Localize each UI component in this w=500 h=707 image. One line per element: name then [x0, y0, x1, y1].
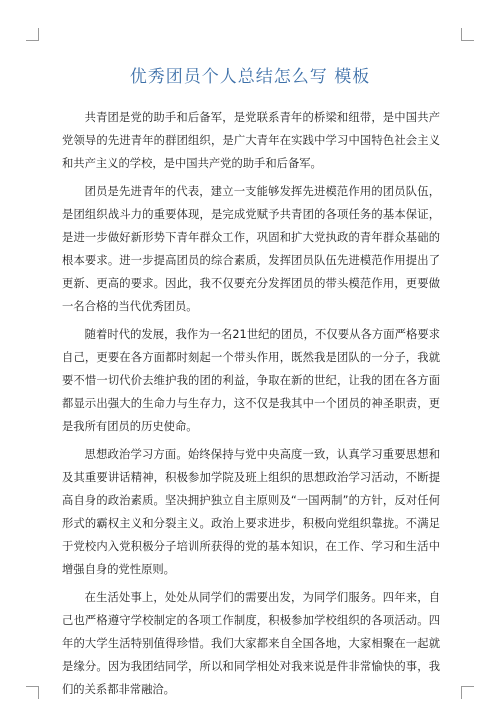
paragraph-4: 思想政治学习方面。始终保持与党中央高度一致，认真学习重要思想和及其重要讲话精神，积极参加学院及班上组织的思想政治学习活动，不断提高自身的政治素质。坚决拥护独立自主原则及“一国两制”的方针，反对任何形式的霸权主义和分裂主义。政治上要求进步，积极向党组织靠拢。不满足于党校内入党积极分子培训所获得的党的基本知识，在工作、学习和生活中增强自身的党性原则。 [62, 448, 440, 576]
paragraph-3: 随着时代的发展，我作为一名21世纪的团员，不仅要从各方面严格要求自己，更要在各方面都时刻起一个带头作用，既然我是团队的一分子，我就要不惜一切代价去维护我的团的利益，争取在新的世纪，让我的团在各方面都显示出强大的生命力与生存力，这不仅是我其中一个团员的神圣职责，更是我所有团员的历史使命。 [62, 328, 440, 433]
crop-mark-top-left [26, 28, 39, 41]
document-title: 优秀团员个人总结怎么写 模板 [129, 67, 371, 87]
crop-mark-top-right [461, 28, 474, 41]
paragraph-2: 团员是先进青年的代表，建立一支能够发挥先进模范作用的团员队伍，是团组织战斗力的重要体现，是完成党赋予共青团的各项任务的基本保证，是进一步做好新形势下青年群众工作，巩固和扩大党执政的青年群众基础的根本要求。进一步提高团员的综合素质，发挥团员队伍先进模范作用提出了更新、更高的要求。因此，我不仅要充分发挥团员的带头模范作用，更要做一名合格的当代优秀团员。 [62, 185, 440, 313]
paragraph-5: 在生活处事上，处处从同学们的需要出发，为同学们服务。四年来，自己也严格遵守学校制定的各项工作制度，积极参加学校组织的各项活动。四年的大学生活特别值得珍惜。我们大家都来自全国各地，大家相聚在一起就是缘分。因为我团结同学，所以和同学相处对我来说是件非常愉快的事，我们的关系都非常融洽。 [62, 591, 440, 696]
crop-mark-bottom-right [461, 686, 474, 699]
crop-mark-bottom-left [26, 686, 39, 699]
document-body [62, 106, 440, 706]
paragraph-1: 共青团是党的助手和后备军，是党联系青年的桥梁和纽带，是中国共产党领导的先进青年的群团组织，是广大青年在实践中学习中国特色社会主义和共产主义的学校，是中国共产党的助手和后备军。 [62, 111, 440, 170]
